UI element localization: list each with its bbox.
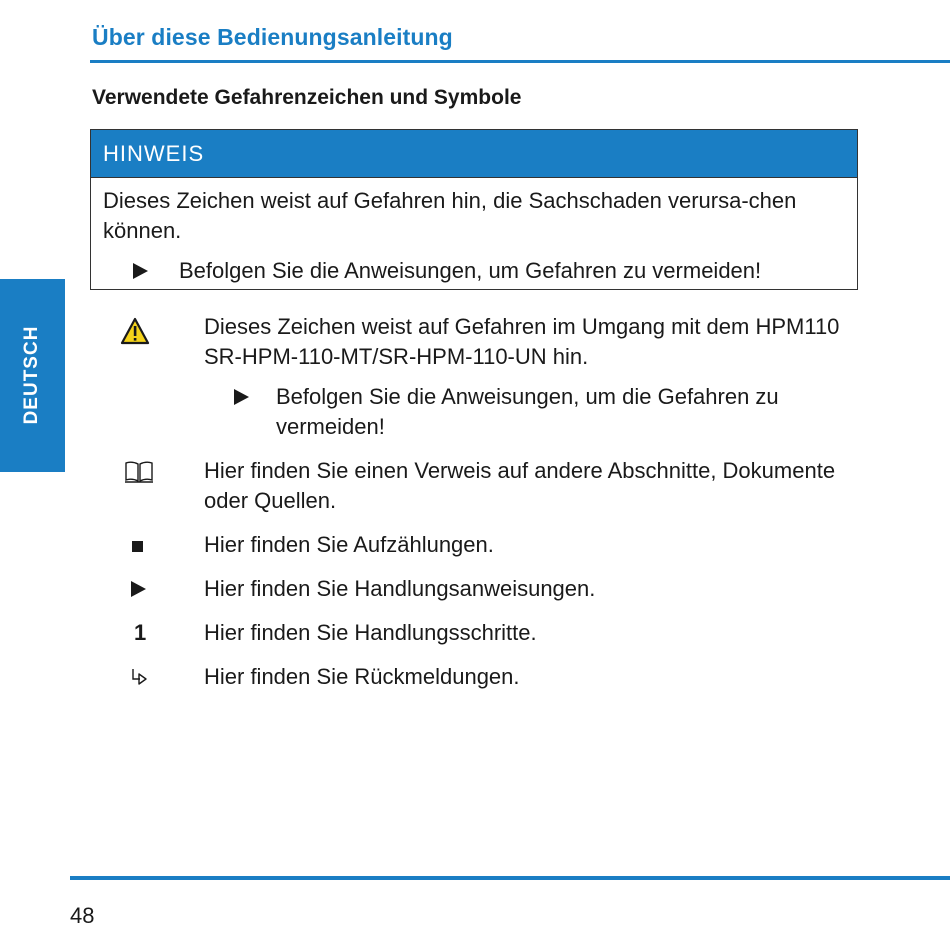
notice-step-text: Befolgen Sie die Anweisungen, um Gefahren zu vermeiden! bbox=[179, 258, 762, 283]
notice-title: HINWEIS bbox=[91, 130, 857, 178]
footer-rule bbox=[70, 876, 950, 880]
symbol-row-list bbox=[92, 530, 892, 560]
header-rule bbox=[90, 60, 950, 63]
section-heading: Verwendete Gefahrenzeichen und Symbole bbox=[92, 86, 522, 109]
symbol-text-steps: Hier finden Sie Handlungsschritte. bbox=[204, 620, 537, 645]
symbol-text-instruction: Hier finden Sie Handlungsanweisungen. bbox=[204, 576, 596, 601]
arrow-icon bbox=[120, 574, 160, 604]
header-title: Über diese Bedienungsanleitung bbox=[92, 24, 453, 50]
page-number: 48 bbox=[70, 903, 95, 928]
square-bullet-icon bbox=[120, 530, 160, 560]
symbol-row-instruction bbox=[92, 574, 892, 604]
arrow-icon bbox=[234, 389, 249, 405]
symbol-row-feedback bbox=[92, 662, 892, 692]
symbol-step-warning bbox=[234, 382, 892, 442]
language-side-tab bbox=[0, 279, 65, 472]
notice-text: Dieses Zeichen weist auf Gefahren hin, die Sachschaden verursa-chen können. bbox=[103, 188, 797, 243]
notice-body bbox=[91, 178, 857, 286]
symbol-row-steps bbox=[92, 618, 892, 648]
symbol-text-reference: Hier finden Sie einen Verweis auf andere Abschnitte, Dokumente oder Quellen. bbox=[204, 458, 836, 513]
symbol-row-reference bbox=[92, 456, 892, 516]
warning-icon bbox=[120, 312, 160, 342]
symbol-text-list: Hier finden Sie Aufzählungen. bbox=[204, 532, 494, 557]
notice-box bbox=[90, 129, 858, 290]
notice-step bbox=[103, 256, 845, 286]
result-arrow-icon bbox=[120, 662, 160, 692]
symbol-text-warning: Dieses Zeichen weist auf Gefahren im Umgang mit dem HPM110 SR-HPM-110-MT/SR-HPM-110-UN hin. bbox=[204, 314, 840, 369]
side-tab-label: DEUTSCH bbox=[21, 325, 42, 425]
arrow-icon bbox=[133, 263, 148, 279]
symbol-text-feedback: Hier finden Sie Rückmeldungen. bbox=[204, 664, 520, 689]
book-icon bbox=[120, 456, 160, 486]
symbol-list bbox=[92, 312, 892, 692]
symbol-step-text: Befolgen Sie die Anweisungen, um die Gefahren zu vermeiden! bbox=[276, 384, 779, 439]
symbol-row-warning bbox=[92, 312, 892, 442]
step-number-icon: 1 bbox=[134, 620, 147, 645]
